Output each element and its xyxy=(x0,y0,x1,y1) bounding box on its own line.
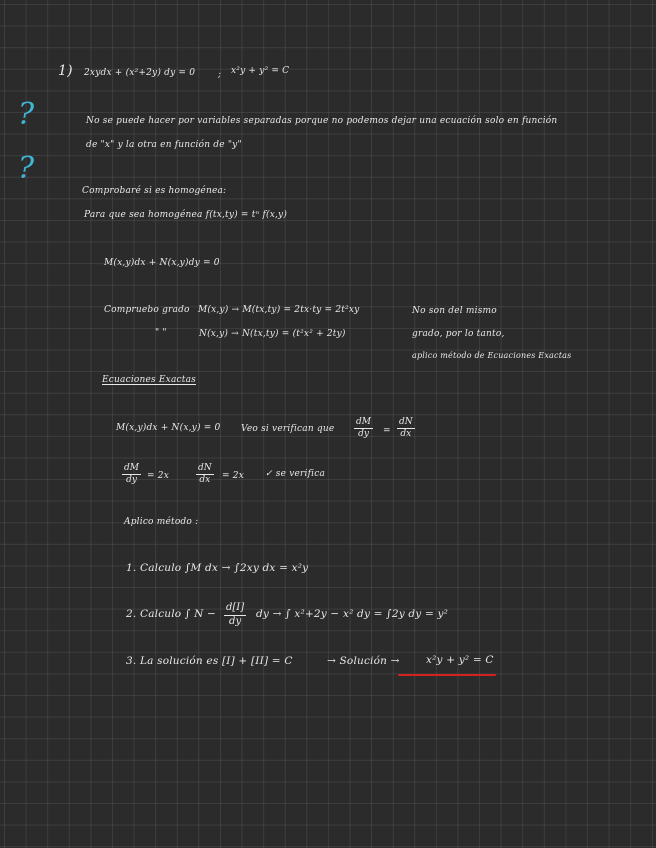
degree-check-n: N(x,y) → N(tx,ty) = (t²x² + 2ty) xyxy=(199,329,346,339)
question-mark-icon: ? xyxy=(18,151,35,186)
fraction-step-2 xyxy=(224,603,246,627)
solution: x²y + y² = C xyxy=(426,654,494,666)
fraction-dm-dy xyxy=(354,418,373,440)
problem-separator: ; xyxy=(218,70,222,80)
fraction-denominator: dy xyxy=(229,615,242,627)
fraction-denominator: dx xyxy=(199,475,211,486)
problem-answer: x²y + y² = C xyxy=(231,66,290,76)
fraction-dn-dx xyxy=(397,418,415,440)
degree-check-label: Compruebo grado xyxy=(104,305,190,315)
problem-number: 1) xyxy=(58,63,73,79)
step-2-end: dy → ∫ x²+2y − x² dy = ∫2y dy = y² xyxy=(256,608,449,620)
fraction-numerator: dM xyxy=(354,418,373,429)
equals-sign: = xyxy=(383,426,391,436)
problem-equation: 2xydx + (x²+2y) dy = 0 xyxy=(84,68,196,78)
fraction-dm-dy-result xyxy=(122,464,141,486)
fraction-numerator: dN xyxy=(397,418,415,429)
fraction-dn-dx-result xyxy=(196,464,214,486)
ditto-mark: " " xyxy=(155,328,167,338)
degree-check-m: M(x,y) → M(tx,ty) = 2tx·ty = 2t²xy xyxy=(198,305,360,315)
solution-label: → Solución → xyxy=(327,655,400,667)
homogeneous-form: M(x,y)dx + N(x,y)dy = 0 xyxy=(104,258,220,268)
verified-check: ✓ se verifica xyxy=(265,469,326,479)
note-line-1: No se puede hacer por variables separadas porque no podemos dejar una ecuación solo en función xyxy=(86,116,558,126)
step-3: 3. La solución es [I] + [II] = C xyxy=(126,655,293,667)
dm-value: = 2x xyxy=(147,471,170,481)
conclusion-line-1: No son del mismo xyxy=(412,306,497,316)
exact-title: Ecuaciones Exactas xyxy=(102,375,196,385)
homogeneous-title: Comprobaré si es homogénea: xyxy=(82,186,227,196)
fraction-numerator: d[I] xyxy=(224,603,246,616)
homogeneous-condition: Para que sea homogénea f(tx,ty) = tⁿ f(x,y) xyxy=(84,210,288,220)
exact-form: M(x,y)dx + N(x,y) = 0 xyxy=(116,423,221,433)
fraction-numerator: dN xyxy=(196,464,214,475)
fraction-numerator: dM xyxy=(122,464,141,475)
solution-underline xyxy=(398,674,496,676)
verify-text: Veo si verifican que xyxy=(241,424,335,434)
fraction-denominator: dy xyxy=(358,429,369,440)
apply-method: Aplico método : xyxy=(124,517,199,527)
conclusion-line-3: aplico método de Ecuaciones Exactas xyxy=(412,351,572,360)
fraction-denominator: dy xyxy=(126,475,137,486)
question-mark-icon: ? xyxy=(18,97,35,132)
dn-value: = 2x xyxy=(222,471,245,481)
step-1: 1. Calculo ∫M dx → ∫2xy dx = x²y xyxy=(126,562,309,574)
note-line-2: de "x" y la otra en función de "y" xyxy=(86,140,242,150)
step-2-start: 2. Calculo ∫ N − xyxy=(126,608,216,620)
fraction-denominator: dx xyxy=(400,429,412,440)
conclusion-line-2: grado, por lo tanto, xyxy=(412,329,505,339)
